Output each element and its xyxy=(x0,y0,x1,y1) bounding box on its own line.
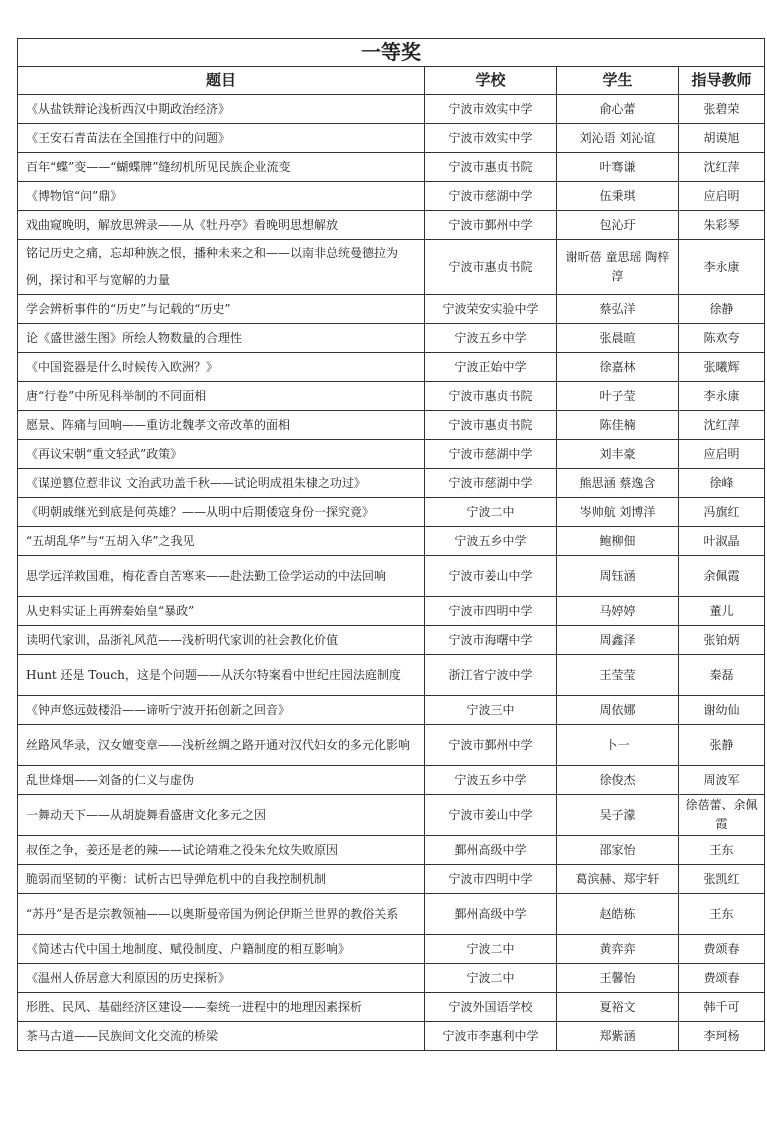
cell-topic: 铭记历史之痛，忘却种族之恨，播种未来之和——以南非总统曼德拉为例，探讨和平与宽解的力量 xyxy=(18,240,425,295)
cell-topic: “五胡乱华”与“五胡入华”之我见 xyxy=(18,527,425,556)
cell-school: 宁波市效实中学 xyxy=(425,124,557,153)
cell-school: 宁波三中 xyxy=(425,696,557,725)
cell-student: 鲍柳佃 xyxy=(557,527,679,556)
table-row xyxy=(18,95,765,124)
cell-topic: 百年“蝶”变——“蝴蝶牌”缝纫机所见民族企业流变 xyxy=(18,153,425,182)
cell-teacher: 冯旗红 xyxy=(679,498,765,527)
cell-teacher: 应启明 xyxy=(679,440,765,469)
cell-school: 宁波市惠贞书院 xyxy=(425,240,557,295)
cell-student: 邵家怡 xyxy=(557,836,679,865)
table-row xyxy=(18,964,765,993)
table-row xyxy=(18,865,765,894)
cell-teacher: 李珂杨 xyxy=(679,1022,765,1051)
cell-topic: 《博物馆“问”鼎》 xyxy=(18,182,425,211)
cell-topic: 乱世烽烟——刘备的仁义与虚伪 xyxy=(18,766,425,795)
cell-topic: 《温州人侨居意大利原因的历史探析》 xyxy=(18,964,425,993)
cell-student: 赵皓栋 xyxy=(557,894,679,935)
cell-school: 宁波市效实中学 xyxy=(425,95,557,124)
cell-school: 宁波市四明中学 xyxy=(425,865,557,894)
cell-student: 夏裕文 xyxy=(557,993,679,1022)
table-row xyxy=(18,766,765,795)
cell-topic: 叔侄之争，姜还是老的辣——试论靖难之役朱允炆失败原因 xyxy=(18,836,425,865)
cell-student: 徐嘉林 xyxy=(557,353,679,382)
cell-student: 蔡弘洋 xyxy=(557,295,679,324)
table-row xyxy=(18,240,765,295)
cell-school: 宁波五乡中学 xyxy=(425,766,557,795)
cell-topic: “苏丹”是否是宗教领袖——以奥斯曼帝国为例论伊斯兰世界的教俗关系 xyxy=(18,894,425,935)
cell-topic: 学会辨析事件的“历史”与记载的“历史” xyxy=(18,295,425,324)
table-row xyxy=(18,1022,765,1051)
cell-student: 伍秉琪 xyxy=(557,182,679,211)
cell-student: 葛滨赫、郑宇轩 xyxy=(557,865,679,894)
cell-school: 鄞州高级中学 xyxy=(425,836,557,865)
cell-topic: 从史料实证上再辨秦始皇“暴政” xyxy=(18,597,425,626)
cell-school: 宁波正始中学 xyxy=(425,353,557,382)
cell-student: 谢昕蓓 童思瑶 陶梓淳 xyxy=(557,240,679,295)
cell-school: 宁波市惠贞书院 xyxy=(425,153,557,182)
table-row xyxy=(18,836,765,865)
cell-student: 周钰涵 xyxy=(557,556,679,597)
cell-teacher: 费颂春 xyxy=(679,935,765,964)
cell-topic: 形胜、民风、基础经济区建设——秦统一进程中的地理因素探析 xyxy=(18,993,425,1022)
cell-teacher: 李永康 xyxy=(679,382,765,411)
table-row xyxy=(18,211,765,240)
cell-topic: 《再议宋朝“重文轻武”政策》 xyxy=(18,440,425,469)
cell-topic: 思学远洋救国难，梅花香自苦寒来——赴法勤工俭学运动的中法回响 xyxy=(18,556,425,597)
table-row xyxy=(18,353,765,382)
table-row xyxy=(18,795,765,836)
table-row xyxy=(18,440,765,469)
cell-school: 宁波市姜山中学 xyxy=(425,556,557,597)
cell-topic: 《谋逆篡位惹非议 文治武功盖千秋——试论明成祖朱棣之功过》 xyxy=(18,469,425,498)
cell-student: 岑帅航 刘博洋 xyxy=(557,498,679,527)
cell-teacher: 余佩霞 xyxy=(679,556,765,597)
cell-teacher: 董儿 xyxy=(679,597,765,626)
cell-school: 宁波市惠贞书院 xyxy=(425,411,557,440)
cell-school: 宁波五乡中学 xyxy=(425,527,557,556)
cell-school: 宁波市鄞州中学 xyxy=(425,725,557,766)
cell-topic: 论《盛世滋生图》所绘人物数量的合理性 xyxy=(18,324,425,353)
cell-topic: 丝路风华录，汉女嬗变章——浅析丝绸之路开通对汉代妇女的多元化影响 xyxy=(18,725,425,766)
cell-school: 宁波市姜山中学 xyxy=(425,795,557,836)
cell-teacher: 张曦辉 xyxy=(679,353,765,382)
cell-topic: 《中国瓷器是什么时候传入欧洲？》 xyxy=(18,353,425,382)
table-row xyxy=(18,556,765,597)
cell-school: 宁波五乡中学 xyxy=(425,324,557,353)
award-table xyxy=(17,38,765,1051)
header-school: 学校 xyxy=(425,67,557,95)
cell-school: 浙江省宁波中学 xyxy=(425,655,557,696)
cell-school: 鄞州高级中学 xyxy=(425,894,557,935)
cell-school: 宁波市慈湖中学 xyxy=(425,440,557,469)
cell-student: 俞心蕾 xyxy=(557,95,679,124)
cell-teacher: 徐峰 xyxy=(679,469,765,498)
cell-student: 刘沁语 刘沁谊 xyxy=(557,124,679,153)
table-row xyxy=(18,324,765,353)
cell-teacher: 周波军 xyxy=(679,766,765,795)
cell-topic: 《明朝戚继光到底是何英雄？——从明中后期倭寇身份一探究竟》 xyxy=(18,498,425,527)
cell-teacher: 沈红萍 xyxy=(679,411,765,440)
cell-teacher: 应启明 xyxy=(679,182,765,211)
cell-teacher: 张铂炳 xyxy=(679,626,765,655)
table-row xyxy=(18,597,765,626)
cell-student: 叶骞谦 xyxy=(557,153,679,182)
cell-student: 叶子莹 xyxy=(557,382,679,411)
cell-school: 宁波市李惠利中学 xyxy=(425,1022,557,1051)
table-row xyxy=(18,993,765,1022)
cell-student: 刘丰豪 xyxy=(557,440,679,469)
table-row xyxy=(18,626,765,655)
cell-school: 宁波市海曙中学 xyxy=(425,626,557,655)
header-student: 学生 xyxy=(557,67,679,95)
cell-teacher: 张凯红 xyxy=(679,865,765,894)
table-title: 一等奖 xyxy=(18,39,765,67)
table-row xyxy=(18,382,765,411)
cell-school: 宁波二中 xyxy=(425,498,557,527)
cell-teacher: 谢幼仙 xyxy=(679,696,765,725)
cell-student: 马婷婷 xyxy=(557,597,679,626)
table-row xyxy=(18,935,765,964)
cell-topic: 《钟声悠远鼓楼沿——谛听宁波开拓创新之回音》 xyxy=(18,696,425,725)
header-topic: 题目 xyxy=(18,67,425,95)
cell-student: 吴子濛 xyxy=(557,795,679,836)
cell-topic: 一舞动天下——从胡旋舞看盛唐文化多元之因 xyxy=(18,795,425,836)
cell-teacher: 张静 xyxy=(679,725,765,766)
cell-student: 黄弈弈 xyxy=(557,935,679,964)
cell-school: 宁波荣安实验中学 xyxy=(425,295,557,324)
cell-student: 包沁玗 xyxy=(557,211,679,240)
cell-teacher: 沈红萍 xyxy=(679,153,765,182)
cell-student: 周鑫泽 xyxy=(557,626,679,655)
cell-student: 周依娜 xyxy=(557,696,679,725)
cell-teacher: 徐静 xyxy=(679,295,765,324)
table-row xyxy=(18,725,765,766)
cell-topic: 戏曲窥晚明，解放思辨录——从《牡丹亭》看晚明思想解放 xyxy=(18,211,425,240)
cell-topic: 《简述古代中国土地制度、赋役制度、户籍制度的相互影响》 xyxy=(18,935,425,964)
cell-student: 熊思涵 蔡逸含 xyxy=(557,469,679,498)
cell-topic: 《从盐铁辩论浅析西汉中期政治经济》 xyxy=(18,95,425,124)
cell-student: 王馨怡 xyxy=(557,964,679,993)
cell-teacher: 张碧荣 xyxy=(679,95,765,124)
cell-topic: 茶马古道——民族间文化交流的桥梁 xyxy=(18,1022,425,1051)
table-row xyxy=(18,124,765,153)
cell-school: 宁波市慈湖中学 xyxy=(425,469,557,498)
cell-school: 宁波外国语学校 xyxy=(425,993,557,1022)
cell-teacher: 韩千可 xyxy=(679,993,765,1022)
cell-teacher: 王东 xyxy=(679,894,765,935)
table-row xyxy=(18,655,765,696)
table-row xyxy=(18,527,765,556)
table-row xyxy=(18,696,765,725)
cell-topic: 《王安石青苗法在全国推行中的问题》 xyxy=(18,124,425,153)
cell-topic: 读明代家训，品浙礼风范——浅析明代家训的社会教化价值 xyxy=(18,626,425,655)
title-row xyxy=(18,39,765,67)
header-teacher: 指导教师 xyxy=(679,67,765,95)
cell-topic: 脆弱而坚韧的平衡：试析古巴导弹危机中的自我控制机制 xyxy=(18,865,425,894)
cell-student: 卜一 xyxy=(557,725,679,766)
table-row xyxy=(18,411,765,440)
cell-student: 王莹莹 xyxy=(557,655,679,696)
cell-school: 宁波市慈湖中学 xyxy=(425,182,557,211)
cell-teacher: 陈欢夸 xyxy=(679,324,765,353)
cell-student: 陈佳楠 xyxy=(557,411,679,440)
cell-student: 郑紫涵 xyxy=(557,1022,679,1051)
cell-topic: 愿景、阵痛与回响——重访北魏孝文帝改革的面相 xyxy=(18,411,425,440)
cell-teacher: 李永康 xyxy=(679,240,765,295)
cell-teacher: 徐蓓蕾、余佩霞 xyxy=(679,795,765,836)
cell-school: 宁波二中 xyxy=(425,964,557,993)
cell-school: 宁波市四明中学 xyxy=(425,597,557,626)
cell-teacher: 秦磊 xyxy=(679,655,765,696)
cell-teacher: 王东 xyxy=(679,836,765,865)
table-row xyxy=(18,498,765,527)
table-row xyxy=(18,469,765,498)
cell-topic: 唐“行卷”中所见科举制的不同面相 xyxy=(18,382,425,411)
cell-teacher: 费颂春 xyxy=(679,964,765,993)
table-row xyxy=(18,153,765,182)
cell-school: 宁波二中 xyxy=(425,935,557,964)
table-row xyxy=(18,894,765,935)
cell-teacher: 胡谟旭 xyxy=(679,124,765,153)
cell-student: 徐俊杰 xyxy=(557,766,679,795)
header-row xyxy=(18,67,765,95)
cell-teacher: 朱彩琴 xyxy=(679,211,765,240)
table-row xyxy=(18,295,765,324)
cell-student: 张晨暄 xyxy=(557,324,679,353)
table-row xyxy=(18,182,765,211)
cell-school: 宁波市鄞州中学 xyxy=(425,211,557,240)
cell-school: 宁波市惠贞书院 xyxy=(425,382,557,411)
cell-teacher: 叶淑晶 xyxy=(679,527,765,556)
cell-topic: Hunt 还是 Touch，这是个问题——从沃尔特案看中世纪庄园法庭制度 xyxy=(18,655,425,696)
